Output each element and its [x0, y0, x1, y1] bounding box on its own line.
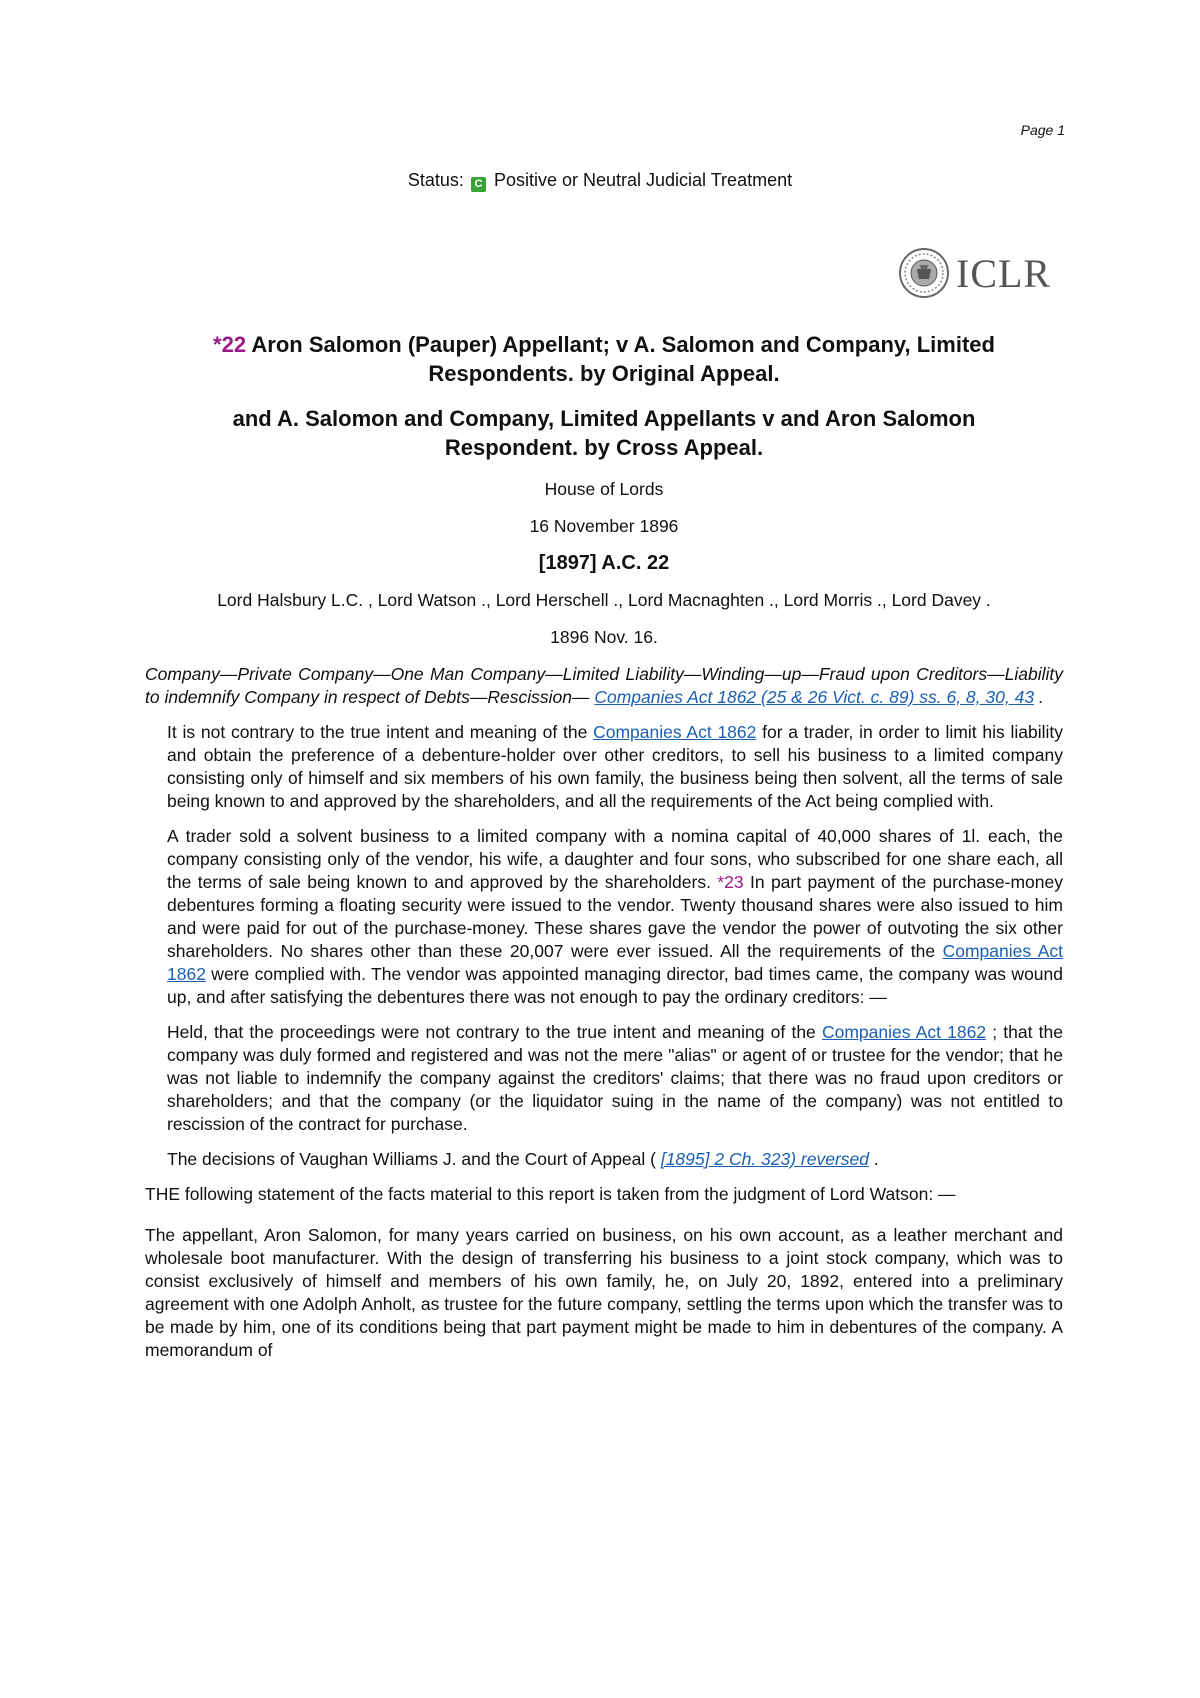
headnote-paragraph-3 [167, 1021, 1063, 1136]
case-title-text: Aron Salomon (Pauper) Appellant; v A. Salomon and Company, Limited Respondents. by Original Appeal. [251, 332, 995, 386]
headnote-text: ; that the company was duly formed and registered and was not the mere "alias" or agent of or trustee for the vendor; that he was not liable to indemnify the company against the creditors' claims; that there was no fraud upon creditors or shareholders; and that the company (or the liquidator suing in the name of the company) was not entitled to rescission of the contract for purchase. [167, 1022, 1063, 1134]
headnote-text: . [869, 1149, 879, 1169]
companies-act-link[interactable]: Companies Act 1862 [167, 941, 1063, 984]
headnote-text: It is not contrary to the true intent and meaning of the [167, 722, 594, 742]
status-flag-icon: C [471, 177, 486, 192]
headnote-text: were complied with. The vendor was appointed managing director, bad times came, the company was wound up, and after satisfying the debentures there was not enough to pay the ordinary creditors: — [167, 964, 1063, 1007]
court-of-appeal-citation-link[interactable]: [1895] 2 Ch. 323) reversed [660, 1149, 870, 1169]
companies-act-link[interactable]: Companies Act 1862 [593, 722, 757, 742]
headnote-text: The decisions of Vaughan Williams J. and the Court of Appeal ( [167, 1149, 661, 1169]
catchwords-end: . [1034, 687, 1044, 707]
headnote-paragraph-4 [167, 1148, 1063, 1171]
status-text: Positive or Neutral Judicial Treatment [493, 170, 793, 190]
iclr-seal-icon [898, 247, 950, 299]
headnote-text: for a trader, in order to limit his liability and obtain the preference of a debenture-holder over other creditors, to sell his business to a limited company consisting only of himself and six members of his own family, the business being then solvent, all the terms of sale being known to and approved by the shareholders, and all the requirements of the Act being complied with. [167, 722, 1063, 811]
headnote-text: A trader sold a solvent business to a limited company with a nomina capital of 40,000 shares of 1l. each, the company consisting only of the vendor, his wife, a daughter and four sons, who subscribed for one share each, all the terms of sale being known to and approved by the shareholders. [167, 826, 1063, 892]
logo-text: ICLR [956, 250, 1052, 296]
court-name: House of Lords [544, 479, 664, 499]
status-label: Status: [407, 170, 464, 190]
case-title-original-appeal [185, 330, 1023, 388]
companies-act-statute-link[interactable]: Companies Act 1862 (25 & 26 Vict. c. 89) ss. 6, 8, 30, 43 [594, 687, 1035, 707]
judges-list: Lord Halsbury L.C. , Lord Watson ., Lord Herschell ., Lord Macnaghten ., Lord Morris ., Lord Davey . [217, 590, 991, 610]
case-citation: [1897] A.C. 22 [538, 552, 670, 574]
judgment-date-short: 1896 Nov. 16. [550, 627, 658, 647]
page-number: Page 1 [1020, 122, 1065, 138]
headnote-text: In part payment of the purchase-money debentures forming a floating security were issued to the vendor. Twenty thousand shares were also issued to him and were paid for out of the purchase-money. These shares gave the vendor the power of outvoting the six other shareholders. No shares other than these 20,007 were ever issued. All the requirements of the [167, 872, 1063, 961]
companies-act-link[interactable]: Companies Act 1862 [821, 1022, 987, 1042]
iclr-logo [898, 244, 1058, 302]
headnote-paragraph-2 [167, 825, 1063, 1009]
page-marker: *22 [213, 332, 247, 357]
catchwords-text: Company—Private Company—One Man Company—Limited Liability—Winding—up—Fraud upon Creditors—Liability to indemnify Company in respect of Debts—Rescission— [145, 664, 1063, 707]
body-paragraph-2: The appellant, Aron Salomon, for many years carried on business, on his own account, as a leather merchant and wholesale boot manufacturer. With the design of transferring his business to a joint stock company, which was to consist exclusively of himself and members of his own family, he, on July 20, 1892, entered into a preliminary agreement with one Adolph Anholt, as trustee for the future company, settling the terms upon which the transfer was to be made by him, one of its conditions being that part payment might be made to him in debentures of the company. A memorandum of [145, 1225, 1063, 1360]
headnote-text: Held, that the proceedings were not contrary to the true intent and meaning of the [167, 1022, 822, 1042]
document-body [145, 330, 1063, 1380]
page-marker: *23 [717, 872, 744, 892]
case-title-cross-appeal: and A. Salomon and Company, Limited Appellants v and Aron Salomon Respondent. by Cross Appeal. [232, 406, 976, 460]
catchwords [145, 663, 1063, 709]
body-paragraph-1: THE following statement of the facts material to this report is taken from the judgment of Lord Watson: — [145, 1184, 956, 1204]
headnote-paragraph-1 [167, 721, 1063, 813]
judgment-date: 16 November 1896 [529, 516, 679, 536]
status-line [0, 170, 1200, 192]
